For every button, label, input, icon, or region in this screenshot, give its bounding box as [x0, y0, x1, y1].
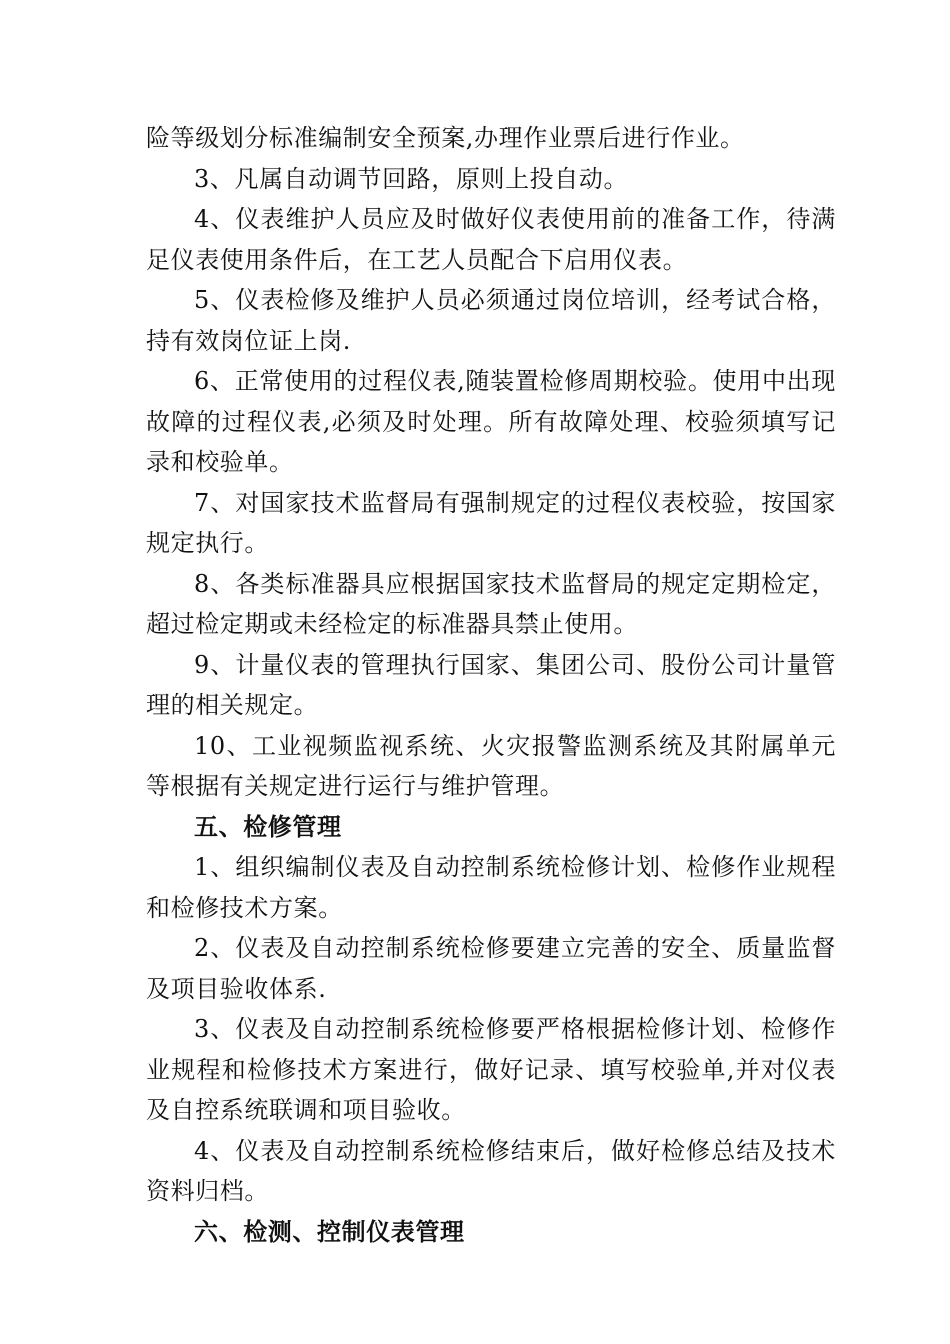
paragraph-maint-2: 2、仪表及自动控制系统检修要建立完善的安全、质量监督及项目验收体系.: [146, 934, 836, 1003]
paragraph-continuation: 险等级划分标准编制安全预案,办理作业票后进行作业。: [146, 124, 745, 152]
paragraph-item-10: 10、工业视频监视系统、火灾报警监测系统及其附属单元等根据有关规定进行运行与维护管理。: [146, 731, 836, 800]
paragraph-item-7: 7、对国家技术监督局有强制规定的过程仪表校验，按国家规定执行。: [146, 488, 836, 557]
paragraph-item-9: 9、计量仪表的管理执行国家、集团公司、股份公司计量管理的相关规定。: [146, 650, 836, 719]
document-page: [146, 118, 836, 1252]
section-heading-instruments: 六、检测、控制仪表管理: [194, 1216, 465, 1246]
section-heading-maintenance: 五、检修管理: [194, 811, 342, 841]
paragraph-item-6: 6、正常使用的过程仪表,随装置检修周期校验。使用中出现故障的过程仪表,必须及时处理。所有故障处理、校验须填写记录和校验单。: [146, 367, 836, 476]
paragraph-item-4: 4、仪表维护人员应及时做好仪表使用前的准备工作，待满足仪表使用条件后，在工艺人员配合下启用仪表。: [146, 205, 836, 274]
paragraph-item-8: 8、各类标准器具应根据国家技术监督局的规定定期检定，超过检定期或未经检定的标准器具禁止使用。: [146, 569, 836, 638]
paragraph-item-3: 3、凡属自动调节回路，原则上投自动。: [194, 164, 629, 193]
paragraph-item-5: 5、仪表检修及维护人员必须通过岗位培训，经考试合格，持有效岗位证上岗.: [146, 286, 836, 355]
paragraph-maint-1: 1、组织编制仪表及自动控制系统检修计划、检修作业规程和检修技术方案。: [146, 853, 836, 922]
paragraph-maint-4: 4、仪表及自动控制系统检修结束后，做好检修总结及技术资料归档。: [146, 1136, 836, 1205]
paragraph-maint-3: 3、仪表及自动控制系统检修要严格根据检修计划、检修作业规程和检修技术方案进行，做好记录、填写校验单,并对仪表及自控系统联调和项目验收。: [146, 1015, 836, 1124]
